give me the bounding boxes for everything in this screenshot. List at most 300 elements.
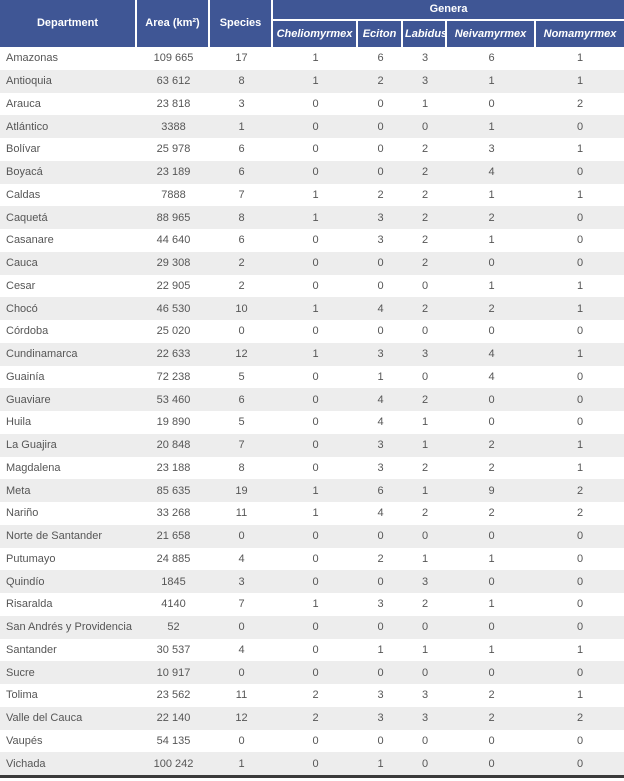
genus-count-cell: 2: [488, 461, 495, 474]
genus-count-cell: 0: [377, 621, 384, 634]
species-cell: 6: [238, 166, 245, 179]
genus-count-cell: 0: [312, 643, 319, 656]
genus-count-cell: 0: [377, 166, 384, 179]
area-cell: 4140: [161, 598, 186, 611]
department-cell: Amazonas: [6, 52, 58, 65]
genus-count-cell: 3: [377, 689, 384, 702]
species-cell: 12: [235, 712, 248, 725]
genus-count-cell: 1: [576, 643, 584, 656]
genus-count-cell: 0: [377, 97, 384, 110]
area-cell: 22 905: [156, 279, 191, 292]
genus-count-cell: 0: [421, 666, 429, 679]
genus-count-cell: 0: [312, 575, 319, 588]
col-header-cheliomyrmex: Cheliomyrmex: [273, 21, 358, 47]
area-cell: 1845: [161, 575, 186, 588]
genus-count-cell: 0: [312, 120, 319, 133]
genus-count-cell: 0: [488, 325, 495, 338]
genus-count-cell: 1: [377, 757, 384, 770]
genera-group-header: Genera: [273, 0, 624, 21]
species-cell: 19: [235, 484, 248, 497]
genus-count-cell: 6: [488, 52, 495, 65]
genus-count-cell: 0: [488, 575, 495, 588]
genus-count-cell: 2: [488, 689, 495, 702]
species-cell: 7: [238, 439, 245, 452]
table-row: [0, 434, 624, 457]
area-cell: 23 189: [156, 166, 191, 179]
area-cell: 21 658: [156, 530, 191, 543]
table-row: [0, 661, 624, 684]
species-cell: 3: [238, 575, 245, 588]
genus-count-cell: 1: [576, 461, 584, 474]
genus-count-cell: 1: [421, 439, 429, 452]
department-cell: Quindío: [6, 575, 45, 588]
area-cell: 23 188: [156, 461, 191, 474]
genus-count-cell: 1: [488, 598, 495, 611]
genus-count-cell: 2: [421, 302, 429, 315]
table-row: [0, 138, 624, 161]
species-cell: 5: [238, 370, 245, 383]
species-cell: 0: [238, 325, 245, 338]
genus-count-cell: 0: [377, 325, 384, 338]
species-cell: 0: [238, 666, 245, 679]
genus-count-cell: 1: [576, 689, 584, 702]
table-row: [0, 93, 624, 116]
genus-count-cell: 1: [576, 143, 584, 156]
genus-count-cell: 0: [576, 598, 584, 611]
department-cell: Atlántico: [6, 120, 49, 133]
area-cell: 44 640: [156, 234, 191, 247]
genus-count-cell: 2: [421, 507, 429, 520]
genus-count-cell: 0: [312, 461, 319, 474]
table-row: [0, 366, 624, 389]
department-cell: San Andrés y Providencia: [6, 621, 132, 634]
department-cell: Sucre: [6, 666, 35, 679]
genus-count-cell: 0: [421, 370, 429, 383]
genus-count-cell: 0: [421, 734, 429, 747]
genus-count-cell: 3: [377, 211, 384, 224]
table-row: [0, 593, 624, 616]
genus-count-cell: 3: [488, 143, 495, 156]
genus-count-cell: 2: [576, 712, 584, 725]
genus-count-cell: 0: [312, 621, 319, 634]
col-header-neivamyrmex: Neivamyrmex: [447, 21, 536, 47]
table-row: [0, 684, 624, 707]
genus-count-cell: 0: [576, 621, 584, 634]
genus-count-cell: 0: [576, 120, 584, 133]
genus-count-cell: 1: [488, 75, 495, 88]
genus-count-cell: 0: [312, 325, 319, 338]
genus-count-cell: 2: [488, 439, 495, 452]
genus-count-cell: 1: [576, 75, 584, 88]
genus-count-cell: 0: [488, 757, 495, 770]
species-cell: 12: [235, 348, 248, 361]
genus-count-cell: 0: [377, 143, 384, 156]
col-header-nomamyrmex: Nomamyrmex: [536, 21, 624, 47]
genus-count-cell: 0: [576, 757, 584, 770]
species-cell: 0: [238, 530, 245, 543]
department-cell: Vaupés: [6, 734, 43, 747]
genus-count-cell: 1: [576, 348, 584, 361]
genus-count-cell: 0: [576, 234, 584, 247]
genus-count-cell: 0: [421, 757, 429, 770]
department-cell: Caquetá: [6, 211, 48, 224]
genus-count-cell: 0: [576, 257, 584, 270]
species-cell: 8: [238, 461, 245, 474]
genus-count-cell: 0: [312, 257, 319, 270]
genus-count-cell: 1: [312, 211, 319, 224]
department-cell: Norte de Santander: [6, 530, 103, 543]
table-body: [0, 47, 624, 775]
table-row: [0, 343, 624, 366]
species-cell: 2: [238, 257, 245, 270]
table-row: [0, 502, 624, 525]
area-cell: 100 242: [153, 757, 194, 770]
genus-count-cell: 0: [576, 416, 584, 429]
genus-count-cell: 3: [377, 598, 384, 611]
department-cell: Arauca: [6, 97, 41, 110]
area-cell: 22 140: [156, 712, 191, 725]
genus-count-cell: 1: [421, 97, 429, 110]
department-cell: Putumayo: [6, 552, 56, 565]
genus-count-cell: 0: [377, 530, 384, 543]
table-header: [0, 0, 624, 47]
department-cell: Cesar: [6, 279, 36, 292]
genus-count-cell: 1: [576, 302, 584, 315]
area-cell: 7888: [161, 188, 186, 201]
species-cell: 6: [238, 234, 245, 247]
genus-count-cell: 6: [377, 52, 384, 65]
table-row: [0, 570, 624, 593]
genus-count-cell: 1: [421, 643, 429, 656]
area-cell: 29 308: [156, 257, 191, 270]
table-row: [0, 184, 624, 207]
genus-count-cell: 0: [377, 575, 384, 588]
genus-count-cell: 0: [488, 416, 495, 429]
genus-count-cell: 0: [488, 621, 495, 634]
species-cell: 8: [238, 75, 245, 88]
species-cell: 11: [235, 507, 248, 520]
genus-count-cell: 0: [576, 734, 584, 747]
department-cell: Córdoba: [6, 325, 49, 338]
area-cell: 88 965: [156, 211, 191, 224]
genus-count-cell: 1: [312, 188, 319, 201]
genus-count-cell: 2: [488, 712, 495, 725]
genus-count-cell: 0: [312, 416, 319, 429]
area-cell: 19 890: [156, 416, 191, 429]
genus-count-cell: 0: [377, 257, 384, 270]
genus-count-cell: 0: [488, 530, 495, 543]
department-cell: Valle del Cauca: [6, 712, 83, 725]
area-cell: 3388: [161, 120, 186, 133]
table-row: [0, 411, 624, 434]
table-row: [0, 252, 624, 275]
table-row: [0, 115, 624, 138]
species-cell: 7: [238, 598, 245, 611]
species-cell: 1: [238, 757, 245, 770]
area-cell: 23 818: [156, 97, 191, 110]
genus-count-cell: 9: [488, 484, 495, 497]
species-cell: 0: [238, 734, 245, 747]
department-cell: Antioquia: [6, 75, 52, 88]
table-row: [0, 320, 624, 343]
genus-count-cell: 0: [576, 211, 584, 224]
genus-count-cell: 1: [312, 507, 319, 520]
table-row: [0, 70, 624, 93]
species-cell: 11: [235, 689, 248, 702]
genus-count-cell: 1: [377, 643, 384, 656]
genus-count-cell: 1: [488, 234, 495, 247]
species-cell: 0: [238, 621, 245, 634]
genus-count-cell: 0: [576, 370, 584, 383]
col-header-labidus: Labidus: [403, 21, 447, 47]
genus-count-cell: 0: [576, 552, 584, 565]
species-cell: 6: [238, 393, 245, 406]
genus-count-cell: 4: [488, 166, 495, 179]
genus-count-cell: 2: [488, 211, 495, 224]
genus-count-cell: 1: [488, 279, 495, 292]
genus-count-cell: 0: [312, 757, 319, 770]
species-cell: 10: [235, 302, 248, 315]
area-cell: 52: [167, 621, 180, 634]
genus-count-cell: 0: [312, 370, 319, 383]
area-cell: 24 885: [156, 552, 191, 565]
genus-count-cell: 2: [312, 689, 319, 702]
area-cell: 22 633: [156, 348, 191, 361]
genus-count-cell: 0: [576, 530, 584, 543]
genus-count-cell: 4: [377, 416, 384, 429]
area-cell: 54 135: [156, 734, 191, 747]
genus-count-cell: 1: [576, 188, 584, 201]
genus-count-cell: 2: [377, 75, 384, 88]
genus-count-cell: 0: [312, 552, 319, 565]
genus-count-cell: 0: [488, 257, 495, 270]
genus-count-cell: 0: [576, 666, 584, 679]
genus-count-cell: 1: [576, 439, 584, 452]
table-row: [0, 388, 624, 411]
species-cell: 2: [238, 279, 245, 292]
genus-count-cell: 3: [377, 234, 384, 247]
genus-count-cell: 0: [312, 530, 319, 543]
genus-count-cell: 4: [377, 393, 384, 406]
department-cell: Guainía: [6, 370, 45, 383]
department-cell: Cauca: [6, 257, 38, 270]
table-row: [0, 457, 624, 480]
area-cell: 46 530: [156, 302, 191, 315]
genus-count-cell: 1: [312, 348, 319, 361]
area-cell: 85 635: [156, 484, 191, 497]
genus-count-cell: 0: [312, 666, 319, 679]
species-cell: 3: [238, 97, 245, 110]
table-row: [0, 275, 624, 298]
genus-count-cell: 4: [377, 302, 384, 315]
genus-count-cell: 1: [488, 188, 495, 201]
genus-count-cell: 1: [312, 75, 319, 88]
genus-count-cell: 2: [421, 188, 429, 201]
table-row: [0, 479, 624, 502]
table-row: [0, 161, 624, 184]
department-cell: Huila: [6, 416, 32, 429]
genus-count-cell: 0: [421, 325, 429, 338]
table-row: [0, 548, 624, 571]
col-header-department: Department: [0, 0, 137, 47]
genus-count-cell: 2: [576, 484, 584, 497]
department-cell: Bolívar: [6, 143, 41, 156]
table-row: [0, 730, 624, 753]
genus-count-cell: 3: [421, 75, 429, 88]
genus-count-cell: 2: [576, 97, 584, 110]
genus-count-cell: 3: [421, 348, 429, 361]
table-row: [0, 229, 624, 252]
genus-count-cell: 2: [421, 211, 429, 224]
genus-count-cell: 2: [421, 461, 429, 474]
genus-count-cell: 2: [377, 188, 384, 201]
header-group-row: [0, 0, 624, 21]
genus-count-cell: 3: [377, 461, 384, 474]
genus-count-cell: 0: [421, 621, 429, 634]
genus-count-cell: 0: [488, 666, 495, 679]
genus-count-cell: 1: [576, 52, 584, 65]
genus-count-cell: 3: [377, 712, 384, 725]
table-row: [0, 297, 624, 320]
genus-count-cell: 2: [421, 393, 429, 406]
genus-count-cell: 6: [377, 484, 384, 497]
genus-count-cell: 0: [576, 575, 584, 588]
genus-count-cell: 0: [576, 325, 584, 338]
genus-count-cell: 3: [421, 575, 429, 588]
genus-count-cell: 0: [312, 439, 319, 452]
area-cell: 72 238: [156, 370, 191, 383]
area-cell: 63 612: [156, 75, 191, 88]
genus-count-cell: 0: [312, 97, 319, 110]
species-cell: 7: [238, 188, 245, 201]
area-cell: 33 268: [156, 507, 191, 520]
genus-count-cell: 0: [377, 279, 384, 292]
col-header-species: Species: [210, 0, 273, 47]
genus-count-cell: 0: [312, 143, 319, 156]
genus-count-cell: 2: [576, 507, 584, 520]
department-cell: Santander: [6, 643, 57, 656]
genus-count-cell: 0: [312, 234, 319, 247]
department-cell: Caldas: [6, 188, 41, 201]
table-row: [0, 639, 624, 662]
genus-count-cell: 2: [377, 552, 384, 565]
genus-count-cell: 4: [488, 370, 495, 383]
genus-count-cell: 3: [377, 439, 384, 452]
genus-count-cell: 0: [488, 393, 495, 406]
genus-count-cell: 2: [421, 234, 429, 247]
genus-count-cell: 0: [421, 530, 429, 543]
genus-count-cell: 1: [488, 643, 495, 656]
genus-count-cell: 2: [421, 598, 429, 611]
table-row: [0, 47, 624, 70]
genus-count-cell: 0: [576, 166, 584, 179]
department-cell: Cundinamarca: [6, 348, 78, 361]
department-cell: Risaralda: [6, 598, 53, 611]
genus-count-cell: 3: [377, 348, 384, 361]
species-cell: 8: [238, 211, 245, 224]
col-header-eciton: Eciton: [358, 21, 403, 47]
genus-count-cell: 1: [576, 279, 584, 292]
genus-count-cell: 1: [312, 52, 319, 65]
department-cell: Chocó: [6, 302, 38, 315]
genus-count-cell: 2: [421, 257, 429, 270]
genus-count-cell: 4: [488, 348, 495, 361]
col-header-area: Area (km²): [137, 0, 210, 47]
area-cell: 53 460: [156, 393, 191, 406]
genus-count-cell: 1: [377, 370, 384, 383]
genus-count-cell: 1: [488, 120, 495, 133]
genus-count-cell: 0: [312, 279, 319, 292]
genus-count-cell: 0: [312, 393, 319, 406]
genus-count-cell: 0: [488, 734, 495, 747]
department-cell: Meta: [6, 484, 31, 497]
genus-count-cell: 2: [421, 143, 429, 156]
genus-count-cell: 3: [421, 52, 429, 65]
table-row: [0, 616, 624, 639]
species-cell: 5: [238, 416, 245, 429]
table-row: [0, 707, 624, 730]
area-cell: 25 020: [156, 325, 191, 338]
species-cell: 6: [238, 143, 245, 156]
genus-count-cell: 1: [421, 484, 429, 497]
department-cell: La Guajira: [6, 439, 57, 452]
genus-count-cell: 1: [312, 598, 319, 611]
genus-count-cell: 0: [488, 97, 495, 110]
department-cell: Nariño: [6, 507, 39, 520]
genus-count-cell: 0: [377, 734, 384, 747]
genus-count-cell: 1: [421, 552, 429, 565]
genus-count-cell: 2: [421, 166, 429, 179]
species-cell: 4: [238, 643, 245, 656]
department-cell: Tolima: [6, 689, 38, 702]
department-cell: Magdalena: [6, 461, 61, 474]
department-cell: Boyacá: [6, 166, 43, 179]
genus-count-cell: 1: [421, 416, 429, 429]
genus-count-cell: 2: [488, 302, 495, 315]
genus-count-cell: 0: [576, 393, 584, 406]
genus-count-cell: 0: [421, 120, 429, 133]
genus-count-cell: 3: [421, 689, 429, 702]
table-row: [0, 206, 624, 229]
species-cell: 4: [238, 552, 245, 565]
area-cell: 23 562: [156, 689, 191, 702]
genus-count-cell: 2: [312, 712, 319, 725]
genus-count-cell: 1: [488, 552, 495, 565]
genus-count-cell: 4: [377, 507, 384, 520]
area-cell: 109 665: [153, 52, 194, 65]
genus-count-cell: 2: [488, 507, 495, 520]
department-cell: Guaviare: [6, 393, 51, 406]
species-cell: 1: [238, 120, 245, 133]
genus-count-cell: 1: [312, 302, 319, 315]
department-cell: Casanare: [6, 234, 54, 247]
genus-count-cell: 0: [377, 120, 384, 133]
genus-count-cell: 3: [421, 712, 429, 725]
genus-count-cell: 0: [312, 166, 319, 179]
genus-count-cell: 0: [312, 734, 319, 747]
genus-count-cell: 0: [377, 666, 384, 679]
area-cell: 25 978: [156, 143, 191, 156]
species-cell: 17: [235, 52, 248, 65]
genus-count-cell: 1: [312, 484, 319, 497]
table-row: [0, 752, 624, 775]
area-cell: 30 537: [156, 643, 191, 656]
department-cell: Vichada: [6, 757, 46, 770]
area-cell: 10 917: [156, 666, 191, 679]
area-cell: 20 848: [156, 439, 191, 452]
table-row: [0, 525, 624, 548]
genus-count-cell: 0: [421, 279, 429, 292]
